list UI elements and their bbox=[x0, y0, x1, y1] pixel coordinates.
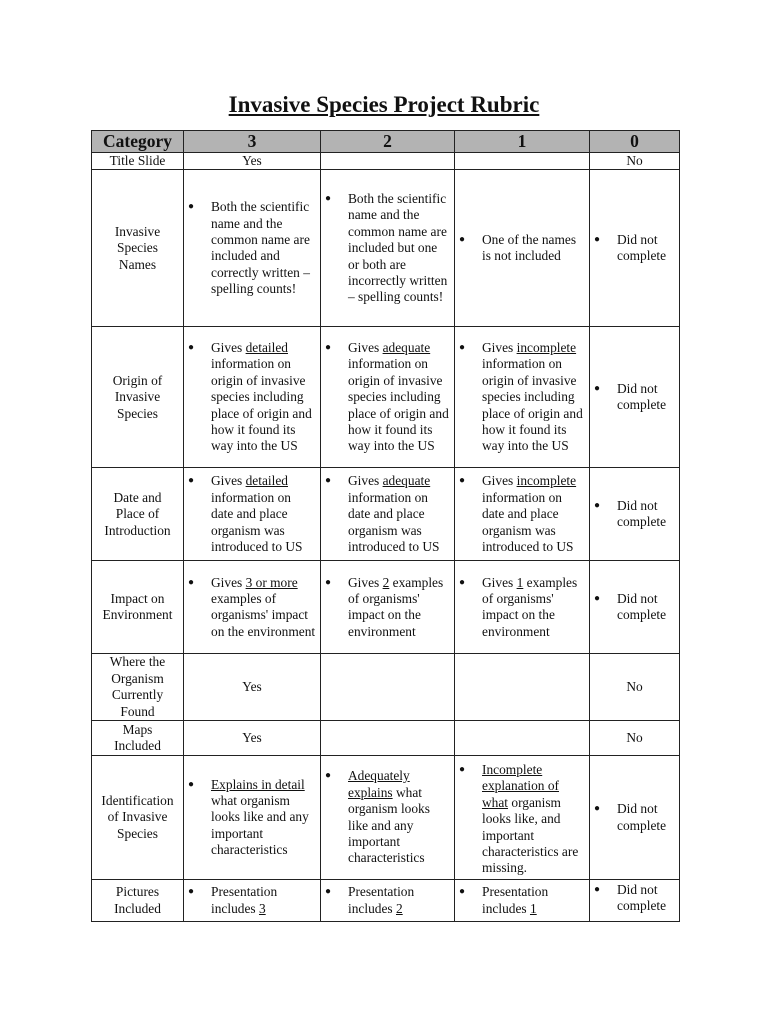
score-1-cell bbox=[455, 756, 590, 880]
score-2-cell bbox=[321, 654, 455, 721]
bullet-icon: ● bbox=[459, 475, 466, 487]
bullet-icon: ● bbox=[459, 234, 466, 245]
bullet-icon: ● bbox=[325, 341, 332, 353]
score-0-cell bbox=[590, 756, 680, 880]
score-2-cell bbox=[321, 721, 455, 756]
header-score-3: 3 bbox=[184, 131, 321, 153]
criterion-text: Did not complete bbox=[617, 591, 667, 623]
table-row bbox=[92, 880, 680, 922]
category-cell bbox=[92, 880, 184, 922]
score-3-cell bbox=[184, 327, 321, 468]
score-2-cell bbox=[321, 153, 455, 170]
bullet-icon: ● bbox=[188, 475, 195, 487]
score-2-cell bbox=[321, 468, 455, 561]
rubric-table bbox=[91, 130, 680, 922]
category-cell bbox=[92, 170, 184, 327]
criterion-text: Gives incomplete information on origin of invasive species including place of origin and how it found its way into the US bbox=[482, 339, 583, 454]
criterion-text: Incomplete explanation of what organism looks like, and important characteristics are missing. bbox=[482, 762, 579, 876]
score-0-cell bbox=[590, 468, 680, 561]
score-1-cell bbox=[455, 721, 590, 756]
criterion-text: Gives 1 examples of organisms' impact on the environment bbox=[482, 574, 578, 639]
score-1-cell bbox=[455, 880, 590, 922]
score-0-cell bbox=[590, 561, 680, 654]
score-2-cell bbox=[321, 756, 455, 880]
criterion-text: Both the scientific name and the common name are included and correctly written – spelling counts! bbox=[211, 199, 310, 297]
bullet-icon: ● bbox=[188, 201, 195, 213]
score-3-cell: Yes bbox=[184, 153, 321, 170]
bullet-icon: ● bbox=[325, 192, 332, 204]
score-1-cell bbox=[455, 327, 590, 468]
score-2-cell bbox=[321, 170, 455, 327]
criterion-text: Presentation includes 2 bbox=[348, 884, 415, 916]
criterion-text: One of the names is not included bbox=[482, 232, 577, 264]
criterion-text: Did not complete bbox=[617, 498, 667, 530]
score-0-cell bbox=[590, 170, 680, 327]
bullet-icon: ● bbox=[459, 764, 466, 776]
category-cell bbox=[92, 756, 184, 880]
category-cell bbox=[92, 654, 184, 721]
score-3-cell bbox=[184, 756, 321, 880]
criterion-text: Gives incomplete information on date and place organism was introduced to US bbox=[482, 473, 577, 555]
score-3-cell bbox=[184, 880, 321, 922]
bullet-icon: ● bbox=[594, 593, 601, 604]
score-2-cell bbox=[321, 561, 455, 654]
score-1-cell bbox=[455, 153, 590, 170]
criterion-text: Gives adequate information on date and place organism was introduced to US bbox=[348, 473, 440, 555]
table-row bbox=[92, 756, 680, 880]
bullet-icon: ● bbox=[325, 576, 332, 588]
bullet-icon: ● bbox=[188, 341, 195, 353]
bullet-icon: ● bbox=[594, 884, 601, 896]
score-1-cell bbox=[455, 654, 590, 721]
table-row bbox=[92, 327, 680, 468]
table-row bbox=[92, 153, 680, 170]
category-label: Where the Organism Currently Found bbox=[109, 654, 166, 719]
category-cell bbox=[92, 327, 184, 468]
criterion-text: Did not complete bbox=[617, 801, 667, 833]
score-1-cell bbox=[455, 561, 590, 654]
bullet-icon: ● bbox=[188, 886, 195, 898]
criterion-text: Gives adequate information on origin of invasive species including place of origin and how it found its way into the US bbox=[348, 339, 449, 454]
table-row bbox=[92, 170, 680, 327]
bullet-icon: ● bbox=[325, 475, 332, 487]
criterion-text: Explains in detail what organism looks like and any important characteristics bbox=[211, 776, 309, 858]
category-label: Invasive Species Names bbox=[114, 223, 161, 272]
category-label: Origin of Invasive Species bbox=[112, 372, 163, 421]
criterion-text: Presentation includes 1 bbox=[482, 884, 549, 916]
header-score-1: 1 bbox=[455, 131, 590, 153]
score-3-cell bbox=[184, 561, 321, 654]
criterion-text: Gives 2 examples of organisms' impact on the environment bbox=[348, 574, 444, 639]
score-0-cell: No bbox=[590, 721, 680, 756]
bullet-icon: ● bbox=[594, 500, 601, 511]
bullet-icon: ● bbox=[459, 886, 466, 898]
criterion-text: Adequately explains what organism looks like and any important characteristics bbox=[348, 768, 430, 866]
score-1-cell bbox=[455, 468, 590, 561]
score-3-cell: Yes bbox=[184, 654, 321, 721]
criterion-text: Did not complete bbox=[617, 381, 667, 413]
category-label: Identification of Invasive Species bbox=[101, 792, 174, 841]
score-0-cell bbox=[590, 880, 680, 922]
table-row bbox=[92, 561, 680, 654]
score-3-cell: Yes bbox=[184, 721, 321, 756]
bullet-icon: ● bbox=[188, 576, 195, 588]
score-3-cell bbox=[184, 170, 321, 327]
page-title: Invasive Species Project Rubric bbox=[228, 92, 540, 117]
bullet-icon: ● bbox=[594, 383, 601, 394]
category-cell bbox=[92, 468, 184, 561]
bullet-icon: ● bbox=[594, 234, 601, 245]
criterion-text: Presentation includes 3 bbox=[211, 884, 278, 916]
score-0-cell bbox=[590, 327, 680, 468]
score-2-cell bbox=[321, 880, 455, 922]
table-row bbox=[92, 468, 680, 561]
criterion-text: Did not complete bbox=[617, 882, 667, 914]
category-cell: Title Slide bbox=[92, 153, 184, 170]
bullet-icon: ● bbox=[188, 778, 195, 790]
bullet-icon: ● bbox=[459, 341, 466, 353]
score-2-cell bbox=[321, 327, 455, 468]
criterion-text: Did not complete bbox=[617, 232, 667, 264]
score-0-cell: No bbox=[590, 654, 680, 721]
criterion-text: Gives 3 or more examples of organisms' impact on the environment bbox=[211, 574, 316, 639]
criterion-text: Both the scientific name and the common name are included but one or both are incorrectly written – spelling counts! bbox=[348, 190, 448, 305]
bullet-icon: ● bbox=[325, 886, 332, 898]
header-category: Category bbox=[92, 131, 184, 153]
bullet-icon: ● bbox=[459, 576, 466, 588]
bullet-icon: ● bbox=[594, 803, 601, 815]
score-0-cell: No bbox=[590, 153, 680, 170]
header-row bbox=[92, 131, 680, 153]
category-label: Maps Included bbox=[114, 721, 161, 754]
header-score-2: 2 bbox=[321, 131, 455, 153]
bullet-icon: ● bbox=[325, 770, 332, 782]
criterion-text: Gives detailed information on date and place organism was introduced to US bbox=[211, 473, 303, 555]
category-cell bbox=[92, 561, 184, 654]
category-cell bbox=[92, 721, 184, 756]
score-1-cell bbox=[455, 170, 590, 327]
category-label: Pictures Included bbox=[114, 884, 161, 916]
header-score-0: 0 bbox=[590, 131, 680, 153]
score-3-cell bbox=[184, 468, 321, 561]
table-row bbox=[92, 654, 680, 721]
category-label: Date and Place of Introduction bbox=[104, 489, 171, 538]
category-label: Impact on Environment bbox=[102, 591, 173, 623]
table-row bbox=[92, 721, 680, 756]
criterion-text: Gives detailed information on origin of invasive species including place of origin and how it found its way into the US bbox=[211, 339, 312, 454]
